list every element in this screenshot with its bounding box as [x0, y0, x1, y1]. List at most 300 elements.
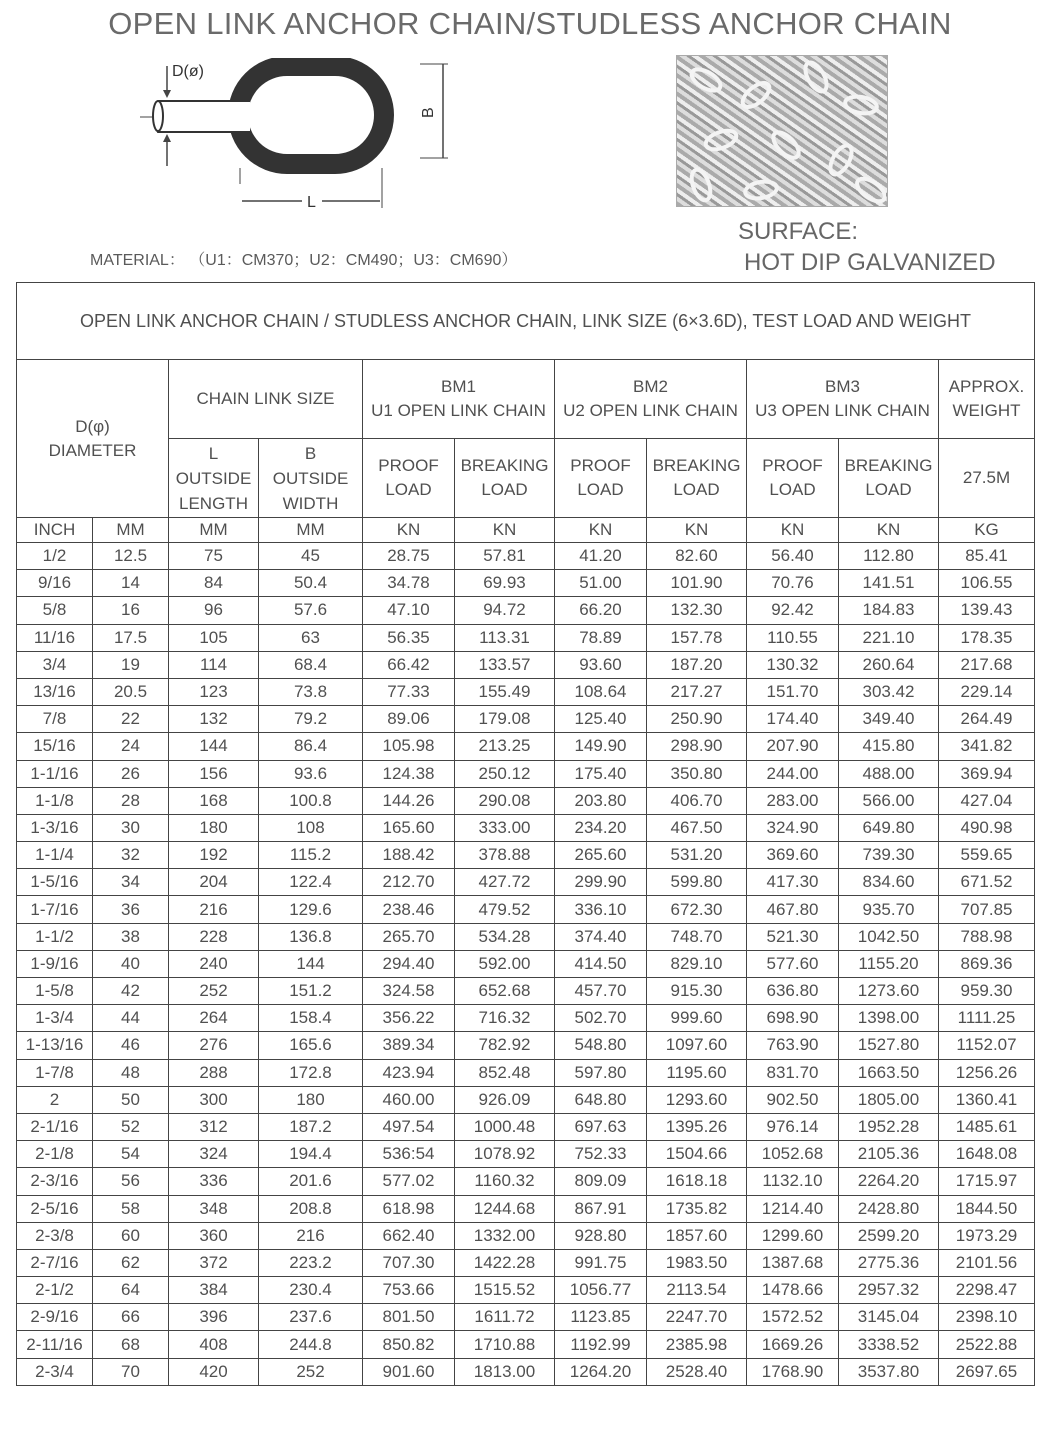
table-cell: 114: [169, 651, 259, 678]
table-cell: 94.72: [455, 597, 555, 624]
unit-cell: MM: [93, 518, 169, 543]
table-row: [17, 842, 1035, 869]
table-cell: 369.60: [747, 842, 839, 869]
table-cell: 30: [93, 814, 169, 841]
table-cell: 1042.50: [839, 923, 939, 950]
table-cell: 2105.36: [839, 1141, 939, 1168]
table-cell: 298.90: [647, 733, 747, 760]
header-bm2-breaking-load: [647, 439, 747, 518]
table-cell: 349.40: [839, 706, 939, 733]
table-cell: 28.75: [363, 543, 455, 570]
table-cell: 124.38: [363, 760, 455, 787]
table-cell: 1-1/4: [17, 842, 93, 869]
table-row: [17, 1032, 1035, 1059]
table-cell: 70: [93, 1358, 169, 1385]
table-cell: 1-5/8: [17, 978, 93, 1005]
table-cell: 467.80: [747, 896, 839, 923]
table-cell: 110.55: [747, 624, 839, 651]
table-cell: 41.20: [555, 543, 647, 570]
header-diameter: [17, 360, 169, 518]
table-cell: 829.10: [647, 950, 747, 977]
table-row: [17, 1249, 1035, 1276]
table-cell: 2-3/4: [17, 1358, 93, 1385]
table-cell: 264: [169, 1005, 259, 1032]
table-cell: 559.65: [939, 842, 1035, 869]
table-row: [17, 1168, 1035, 1195]
table-cell: 502.70: [555, 1005, 647, 1032]
table-cell: 2298.47: [939, 1277, 1035, 1304]
chain-photo-texture: [676, 55, 886, 205]
table-cell: 577.02: [363, 1168, 455, 1195]
table-cell: 132.30: [647, 597, 747, 624]
table-cell: 1395.26: [647, 1113, 747, 1140]
header-proof: PROOF: [570, 456, 631, 475]
table-cell: 548.80: [555, 1032, 647, 1059]
table-cell: 180: [259, 1086, 363, 1113]
header-outside-length: [169, 439, 259, 518]
table-row: [17, 1086, 1035, 1113]
table-cell: 7/8: [17, 706, 93, 733]
table-row: [17, 706, 1035, 733]
table-cell: 1332.00: [455, 1222, 555, 1249]
diagram-label-b: B: [420, 107, 437, 118]
table-cell: 1-5/16: [17, 869, 93, 896]
table-cell: 201.6: [259, 1168, 363, 1195]
table-cell: 1669.26: [747, 1331, 839, 1358]
table-row: [17, 1358, 1035, 1385]
table-cell: 175.40: [555, 760, 647, 787]
table-cell: 44: [93, 1005, 169, 1032]
table-cell: 105: [169, 624, 259, 651]
table-row: [17, 1331, 1035, 1358]
table-cell: 108: [259, 814, 363, 841]
table-cell: 139.43: [939, 597, 1035, 624]
table-cell: 597.80: [555, 1059, 647, 1086]
header-bm3-code: BM3: [825, 377, 860, 396]
spec-table-wrapper: [16, 282, 1034, 1386]
header-load: LOAD: [865, 480, 912, 499]
header-b-width: WIDTH: [282, 493, 339, 513]
table-cell: 244.8: [259, 1331, 363, 1358]
table-cell: 1-3/16: [17, 814, 93, 841]
spec-table: [16, 282, 1035, 1386]
table-cell: 63: [259, 624, 363, 651]
table-cell: 221.10: [839, 624, 939, 651]
table-cell: 216: [169, 896, 259, 923]
table-cell: 1-1/2: [17, 923, 93, 950]
table-cell: 122.4: [259, 869, 363, 896]
diagram-label-l: L: [307, 194, 316, 211]
table-cell: 113.31: [455, 624, 555, 651]
table-cell: 1422.28: [455, 1249, 555, 1276]
table-cell: 2775.36: [839, 1249, 939, 1276]
table-cell: 1273.60: [839, 978, 939, 1005]
header-weight-label: WEIGHT: [952, 401, 1021, 420]
unit-cell: KN: [747, 518, 839, 543]
table-cell: 105.98: [363, 733, 455, 760]
table-cell: 1611.72: [455, 1304, 555, 1331]
table-cell: 991.75: [555, 1249, 647, 1276]
table-cell: 66: [93, 1304, 169, 1331]
table-cell: 1195.60: [647, 1059, 747, 1086]
table-cell: 763.90: [747, 1032, 839, 1059]
table-cell: 238.46: [363, 896, 455, 923]
table-cell: 423.94: [363, 1059, 455, 1086]
table-cell: 356.22: [363, 1005, 455, 1032]
table-cell: 2528.40: [647, 1358, 747, 1385]
table-cell: 592.00: [455, 950, 555, 977]
header-l-length: LENGTH: [179, 493, 248, 513]
table-cell: 999.60: [647, 1005, 747, 1032]
table-cell: 427.72: [455, 869, 555, 896]
table-cell: 2-1/2: [17, 1277, 93, 1304]
table-cell: 1-3/4: [17, 1005, 93, 1032]
table-cell: 228: [169, 923, 259, 950]
table-cell: 26: [93, 760, 169, 787]
table-cell: 237.6: [259, 1304, 363, 1331]
table-cell: 48: [93, 1059, 169, 1086]
table-cell: 566.00: [839, 787, 939, 814]
table-cell: 20.5: [93, 678, 169, 705]
table-cell: 672.30: [647, 896, 747, 923]
table-cell: 2-5/16: [17, 1195, 93, 1222]
table-cell: 96: [169, 597, 259, 624]
header-l-symbol: L: [208, 443, 219, 463]
header-load: LOAD: [577, 480, 624, 499]
table-cell: 300: [169, 1086, 259, 1113]
header-bm2-code: BM2: [633, 377, 668, 396]
table-cell: 2247.70: [647, 1304, 747, 1331]
table-cell: 534.28: [455, 923, 555, 950]
table-cell: 1973.29: [939, 1222, 1035, 1249]
table-cell: 1299.60: [747, 1222, 839, 1249]
table-cell: 753.66: [363, 1277, 455, 1304]
table-cell: 1768.90: [747, 1358, 839, 1385]
table-cell: 782.92: [455, 1032, 555, 1059]
unit-cell: MM: [259, 518, 363, 543]
header-load: LOAD: [481, 480, 528, 499]
table-cell: 1097.60: [647, 1032, 747, 1059]
table-cell: 1264.20: [555, 1358, 647, 1385]
header-chain-link-size: CHAIN LINK SIZE: [169, 360, 363, 439]
table-cell: 252: [259, 1358, 363, 1385]
table-cell: 1111.25: [939, 1005, 1035, 1032]
table-cell: 834.60: [839, 869, 939, 896]
table-cell: 54: [93, 1141, 169, 1168]
table-cell: 123: [169, 678, 259, 705]
table-cell: 809.09: [555, 1168, 647, 1195]
table-cell: 2-1/8: [17, 1141, 93, 1168]
table-cell: 926.09: [455, 1086, 555, 1113]
table-cell: 78.89: [555, 624, 647, 651]
table-cell: 194.4: [259, 1141, 363, 1168]
table-cell: 180: [169, 814, 259, 841]
table-cell: 976.14: [747, 1113, 839, 1140]
surface-note: [738, 216, 996, 278]
table-cell: 1214.40: [747, 1195, 839, 1222]
table-cell: 414.50: [555, 950, 647, 977]
table-cell: 360: [169, 1222, 259, 1249]
header-bm3: [747, 360, 939, 439]
material-note: MATERIAL： （U1：CM370；U2：CM490；U3：CM690）: [90, 252, 518, 269]
table-cell: 156: [169, 760, 259, 787]
table-cell: 208.8: [259, 1195, 363, 1222]
table-cell: 901.60: [363, 1358, 455, 1385]
table-cell: 132: [169, 706, 259, 733]
table-cell: 531.20: [647, 842, 747, 869]
table-row: [17, 923, 1035, 950]
table-cell: 155.49: [455, 678, 555, 705]
units-row: [17, 518, 1035, 543]
table-cell: 490.98: [939, 814, 1035, 841]
table-cell: 112.80: [839, 543, 939, 570]
table-row: [17, 1195, 1035, 1222]
header-b-outside: OUTSIDE: [272, 468, 349, 488]
table-cell: 698.90: [747, 1005, 839, 1032]
table-cell: 1485.61: [939, 1113, 1035, 1140]
header-bm1-code: BM1: [441, 377, 476, 396]
table-cell: 250.90: [647, 706, 747, 733]
table-row: [17, 978, 1035, 1005]
table-cell: 240: [169, 950, 259, 977]
table-cell: 324.58: [363, 978, 455, 1005]
table-cell: 73.8: [259, 678, 363, 705]
table-cell: 1648.08: [939, 1141, 1035, 1168]
table-cell: 75: [169, 543, 259, 570]
unit-cell: KG: [939, 518, 1035, 543]
table-row: [17, 624, 1035, 651]
table-cell: 2264.20: [839, 1168, 939, 1195]
unit-cell: KN: [647, 518, 747, 543]
table-cell: 374.40: [555, 923, 647, 950]
table-cell: 130.32: [747, 651, 839, 678]
table-cell: 1078.92: [455, 1141, 555, 1168]
table-cell: 64: [93, 1277, 169, 1304]
table-cell: 303.42: [839, 678, 939, 705]
table-row: [17, 896, 1035, 923]
table-cell: 1735.82: [647, 1195, 747, 1222]
table-cell: 46: [93, 1032, 169, 1059]
table-cell: 207.90: [747, 733, 839, 760]
table-cell: 497.54: [363, 1113, 455, 1140]
table-cell: 101.90: [647, 570, 747, 597]
table-cell: 213.25: [455, 733, 555, 760]
table-cell: 336.10: [555, 896, 647, 923]
table-cell: 217.27: [647, 678, 747, 705]
table-cell: 2101.56: [939, 1249, 1035, 1276]
table-cell: 467.50: [647, 814, 747, 841]
table-cell: 294.40: [363, 950, 455, 977]
table-cell: 1-9/16: [17, 950, 93, 977]
table-cell: 2697.65: [939, 1358, 1035, 1385]
table-cell: 204: [169, 869, 259, 896]
table-cell: 290.08: [455, 787, 555, 814]
table-cell: 15/16: [17, 733, 93, 760]
table-cell: 56: [93, 1168, 169, 1195]
table-cell: 312: [169, 1113, 259, 1140]
table-cell: 671.52: [939, 869, 1035, 896]
header-load: LOAD: [769, 480, 816, 499]
table-cell: 369.94: [939, 760, 1035, 787]
table-cell: 460.00: [363, 1086, 455, 1113]
table-row: [17, 787, 1035, 814]
table-cell: 3145.04: [839, 1304, 939, 1331]
table-cell: 1398.00: [839, 1005, 939, 1032]
table-cell: 488.00: [839, 760, 939, 787]
table-cell: 62: [93, 1249, 169, 1276]
table-cell: 299.90: [555, 869, 647, 896]
table-cell: 11/16: [17, 624, 93, 651]
unit-cell: KN: [455, 518, 555, 543]
table-cell: 58: [93, 1195, 169, 1222]
table-cell: 536:54: [363, 1141, 455, 1168]
table-cell: 57.6: [259, 597, 363, 624]
table-cell: 9/16: [17, 570, 93, 597]
table-cell: 959.30: [939, 978, 1035, 1005]
table-cell: 60: [93, 1222, 169, 1249]
table-cell: 264.49: [939, 706, 1035, 733]
header-weight-length: 27.5M: [939, 439, 1035, 518]
table-cell: 1-1/8: [17, 787, 93, 814]
table-cell: 84: [169, 570, 259, 597]
table-cell: 40: [93, 950, 169, 977]
table-cell: 406.70: [647, 787, 747, 814]
table-cell: 1244.68: [455, 1195, 555, 1222]
table-cell: 230.4: [259, 1277, 363, 1304]
table-cell: 79.2: [259, 706, 363, 733]
table-cell: 420: [169, 1358, 259, 1385]
table-cell: 125.40: [555, 706, 647, 733]
table-cell: 752.33: [555, 1141, 647, 1168]
table-cell: 244.00: [747, 760, 839, 787]
table-cell: 748.70: [647, 923, 747, 950]
unit-cell: KN: [363, 518, 455, 543]
table-cell: 45: [259, 543, 363, 570]
table-cell: 3537.80: [839, 1358, 939, 1385]
table-cell: 172.8: [259, 1059, 363, 1086]
header-outside-width: [259, 439, 363, 518]
table-cell: 234.20: [555, 814, 647, 841]
table-cell: 28: [93, 787, 169, 814]
table-cell: 1-7/16: [17, 896, 93, 923]
header-bm2-label: U2 OPEN LINK CHAIN: [563, 401, 738, 420]
header-diameter-symbol: D(φ): [75, 416, 110, 436]
table-cell: 479.52: [455, 896, 555, 923]
table-cell: 133.57: [455, 651, 555, 678]
table-row: [17, 733, 1035, 760]
table-cell: 915.30: [647, 978, 747, 1005]
table-cell: 3/4: [17, 651, 93, 678]
table-cell: 618.98: [363, 1195, 455, 1222]
table-cell: 867.91: [555, 1195, 647, 1222]
table-cell: 852.48: [455, 1059, 555, 1086]
table-cell: 250.12: [455, 760, 555, 787]
table-cell: 129.6: [259, 896, 363, 923]
table-cell: 1256.26: [939, 1059, 1035, 1086]
table-cell: 136.8: [259, 923, 363, 950]
header-load: LOAD: [385, 480, 432, 499]
table-cell: 850.82: [363, 1331, 455, 1358]
table-cell: 2522.88: [939, 1331, 1035, 1358]
table-row: [17, 570, 1035, 597]
header-load: LOAD: [673, 480, 720, 499]
table-cell: 217.68: [939, 651, 1035, 678]
unit-cell: MM: [169, 518, 259, 543]
header-weight-approx: APPROX.: [948, 377, 1025, 396]
table-cell: 187.20: [647, 651, 747, 678]
table-cell: 1805.00: [839, 1086, 939, 1113]
table-cell: 1844.50: [939, 1195, 1035, 1222]
table-cell: 336: [169, 1168, 259, 1195]
table-cell: 649.80: [839, 814, 939, 841]
table-cell: 151.70: [747, 678, 839, 705]
table-cell: 1572.52: [747, 1304, 839, 1331]
table-cell: 1504.66: [647, 1141, 747, 1168]
header-breaking: BREAKING: [460, 456, 549, 475]
header-bm3-breaking-load: [839, 439, 939, 518]
table-cell: 86.4: [259, 733, 363, 760]
table-cell: 333.00: [455, 814, 555, 841]
table-cell: 68.4: [259, 651, 363, 678]
table-cell: 396: [169, 1304, 259, 1331]
table-cell: 1000.48: [455, 1113, 555, 1140]
table-cell: 324: [169, 1141, 259, 1168]
header-bm1: [363, 360, 555, 439]
table-cell: 5/8: [17, 597, 93, 624]
table-cell: 2-1/16: [17, 1113, 93, 1140]
table-cell: 108.64: [555, 678, 647, 705]
table-cell: 350.80: [647, 760, 747, 787]
table-cell: 1160.32: [455, 1168, 555, 1195]
table-cell: 187.2: [259, 1113, 363, 1140]
table-cell: 144: [169, 733, 259, 760]
table-cell: 1-7/8: [17, 1059, 93, 1086]
surface-value: HOT DIP GALVANIZED: [744, 249, 996, 276]
table-cell: 348: [169, 1195, 259, 1222]
table-cell: 1813.00: [455, 1358, 555, 1385]
unit-cell: INCH: [17, 518, 93, 543]
page-title: OPEN LINK ANCHOR CHAIN/STUDLESS ANCHOR CHAIN: [108, 6, 952, 41]
table-cell: 1618.18: [647, 1168, 747, 1195]
table-cell: 22: [93, 706, 169, 733]
table-cell: 77.33: [363, 678, 455, 705]
table-cell: 577.60: [747, 950, 839, 977]
table-cell: 928.80: [555, 1222, 647, 1249]
header-proof: PROOF: [762, 456, 823, 475]
table-cell: 56.40: [747, 543, 839, 570]
table-row: [17, 543, 1035, 570]
table-caption: OPEN LINK ANCHOR CHAIN / STUDLESS ANCHOR CHAIN, LINK SIZE (6×3.6D), TEST LOAD AND WEIGHT: [17, 283, 1035, 360]
table-cell: 158.4: [259, 1005, 363, 1032]
chain-link-diagram: [130, 58, 460, 218]
table-cell: 1123.85: [555, 1304, 647, 1331]
table-cell: 521.30: [747, 923, 839, 950]
unit-cell: KN: [555, 518, 647, 543]
table-row: [17, 1141, 1035, 1168]
table-cell: 14: [93, 570, 169, 597]
table-cell: 707.30: [363, 1249, 455, 1276]
table-cell: 184.83: [839, 597, 939, 624]
table-cell: 276: [169, 1032, 259, 1059]
table-cell: 831.70: [747, 1059, 839, 1086]
table-cell: 2-11/16: [17, 1331, 93, 1358]
diagram-label-d: D(ø): [172, 63, 204, 80]
table-cell: 788.98: [939, 923, 1035, 950]
table-cell: 1387.68: [747, 1249, 839, 1276]
header-proof: PROOF: [378, 456, 439, 475]
table-cell: 2-9/16: [17, 1304, 93, 1331]
table-cell: 32: [93, 842, 169, 869]
